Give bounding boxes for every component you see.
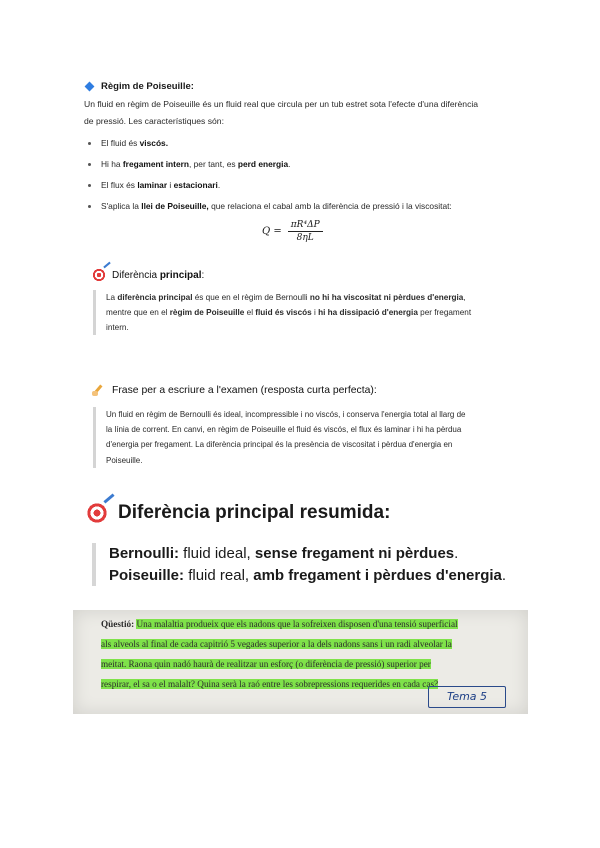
quote-line: intern. bbox=[106, 323, 129, 332]
section3-heading bbox=[92, 384, 377, 396]
formula-lhs: Q = bbox=[262, 226, 282, 237]
section4-heading-text: Diferència principal resumida: bbox=[118, 502, 391, 523]
photo-line: meitat. Raona quin nadó haurà de realitzar un esforç (o diferència de pressió) superior per bbox=[101, 659, 431, 669]
section1-heading-text: Règim de Poiseuille: bbox=[101, 81, 194, 92]
section1-paragraph-line1: Un fluid en règim de Poiseuille és un fluid real que circula per un tub estret sota l'efecte d'una diferència bbox=[84, 99, 479, 109]
section2-quote bbox=[93, 290, 531, 335]
poiseuille-formula bbox=[262, 220, 323, 243]
quote-line: mentre que en el règim de Poiseuille el fluid és viscós i hi ha dissipació d'energia per fregament bbox=[106, 308, 472, 317]
section1-paragraph bbox=[84, 96, 516, 130]
handwritten-note: Tema 5 bbox=[428, 686, 506, 708]
list-item: Hi ha fregament intern, per tant, es perd energia. bbox=[85, 159, 525, 180]
formula-numerator: πR⁴ΔP bbox=[288, 220, 323, 232]
section4-summary bbox=[92, 543, 506, 586]
target-icon bbox=[86, 502, 108, 524]
formula-fraction bbox=[288, 220, 323, 243]
section1-bullet-list bbox=[85, 138, 525, 222]
question-photo bbox=[73, 610, 528, 714]
photo-line: respirar, el sa o el malalt? Quina serà la raó entre les sobrepressions requerides en cada cas? bbox=[101, 679, 439, 689]
list-item: El flux és laminar i estacionari. bbox=[85, 180, 525, 201]
writing-hand-icon bbox=[92, 384, 106, 396]
section4-heading bbox=[86, 502, 390, 524]
section2-heading: Diferència principal: bbox=[92, 268, 204, 282]
photo-line: Qüestió: Una malaltia produeix que els nadons que la sofreixen disposen d'una tensió superficial bbox=[101, 619, 458, 629]
photo-line: als alveols al final de cada capitrió 5 vegades superior a la dels nadons sans i un radi alveolar la bbox=[101, 639, 452, 649]
diamond-icon bbox=[85, 82, 95, 92]
quote-line: Un fluid en règim de Bernoulli és ideal, incompressible i no viscós, i conserva l'energia total al llarg de bbox=[106, 410, 466, 419]
section1-paragraph-line2: de pressió. Les característiques són: bbox=[84, 116, 224, 126]
quote-line: La diferència principal és que en el règim de Bernoulli no hi ha viscositat ni pèrdues d'energia, bbox=[106, 293, 466, 302]
target-icon bbox=[92, 268, 106, 282]
list-item: El fluid és viscós. bbox=[85, 138, 525, 159]
summary-line-bernoulli: Bernoulli: fluid ideal, sense fregament ni pèrdues. bbox=[109, 545, 459, 562]
formula-denominator: 8ηL bbox=[296, 233, 314, 243]
quote-line: la línia de corrent. En canvi, en règim de Poiseuille el fluid és viscós, el flux és laminar i hi ha pèrdua bbox=[106, 425, 462, 435]
section1-heading bbox=[86, 81, 194, 92]
summary-line-poiseuille: Poiseuille: fluid real, amb fregament i pèrdues d'energia. bbox=[109, 566, 507, 584]
quote-line: d'energia per fregament. La diferència principal és la presència de viscositat i pèrdua d'energia en bbox=[106, 440, 453, 450]
list-item: S'aplica la llei de Poiseuille, que relaciona el cabal amb la diferència de pressió i la viscositat: bbox=[85, 201, 525, 222]
quote-line: Poiseuille. bbox=[106, 455, 143, 465]
section3-quote bbox=[93, 407, 531, 468]
section3-heading-text: Frase per a escriure a l'examen (resposta curta perfecta): bbox=[112, 384, 377, 396]
